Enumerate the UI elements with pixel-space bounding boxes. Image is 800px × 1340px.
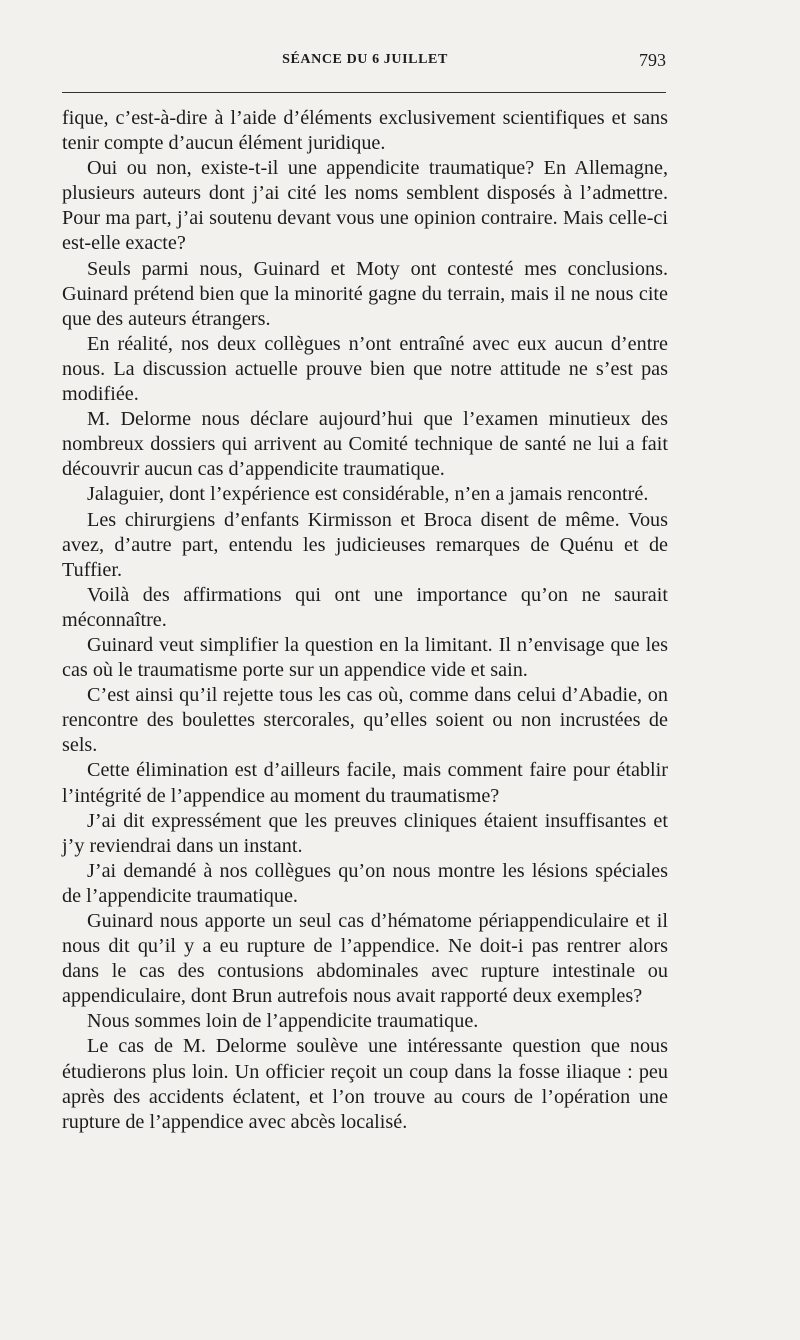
paragraph: Les chirurgiens d’enfants Kirmisson et Broca disent de même. Vous avez, d’autre part, entendu les judicieuses remarques de Quénu et de Tuffier. <box>62 508 668 581</box>
running-head <box>62 52 668 76</box>
paragraph: Nous sommes loin de l’appendicite traumatique. <box>87 1010 479 1033</box>
paragraph: J’ai dit expressément que les preuves cliniques étaient insuffisantes et j’y reviendrai dans un instant. <box>62 809 668 857</box>
header-rule <box>62 92 666 93</box>
paragraph: C’est ainsi qu’il rejette tous les cas où, comme dans celui d’Abadie, on rencontre des boulettes stercorales, qu’elles soient ou non incrustées de sels. <box>62 684 668 757</box>
paragraph: En réalité, nos deux collègues n’ont entraîné avec eux aucun d’entre nous. La discussion actuelle prouve bien que notre attitude ne s’est pas modifiée. <box>62 332 668 406</box>
paragraph: Cette élimination est d’ailleurs facile, mais comment faire pour établir l’intégrité de l’appendice au moment du traumatisme? <box>62 759 668 807</box>
paragraph: M. Delorme nous déclare aujourd’hui que l’examen minutieux des nombreux dossiers qui arrivent au Comité technique de santé ne lui a fait découvrir aucun cas d’appendicite traumatique. <box>62 408 668 481</box>
paragraph: Seuls parmi nous, Guinard et Moty ont contesté mes conclusions. Guinard prétend bien que la minorité gagne du terrain, mais il ne nous cite que des auteurs étrangers. <box>62 257 668 330</box>
paragraph: Jalaguier, dont l’expérience est considérable, n’en a jamais rencontré. <box>87 483 649 506</box>
paragraph: Voilà des affirmations qui ont une importance qu’on ne saurait méconnaître. <box>62 583 668 631</box>
page-number: 793 <box>639 50 666 70</box>
paragraph: Oui ou non, existe-t-il une appendicite traumatique? En Allemagne, plusieurs auteurs dont j’ai cité les noms semblent disposés à l’admettre. Pour ma part, j’ai soutenu devant vous une opinion contraire. Mais celle-ci est-elle exacte? <box>62 157 668 255</box>
paragraph: J’ai demandé à nos collègues qu’on nous montre les lésions spéciales de l’appendicite traumatique. <box>62 859 668 907</box>
paragraph: Le cas de M. Delorme soulève une intéressante question que nous étudierons plus loin. Un officier reçoit un coup dans la fosse iliaque : peu après des accidents éclatent, et l’on trouve au cours de l’opération une rupture de l’appendice avec abcès localisé. <box>62 1035 668 1133</box>
body-text <box>62 106 668 1135</box>
paragraph: Guinard nous apporte un seul cas d’hématome périappendiculaire et il nous dit qu’il y a eu rupture de l’appendice. Ne doit-i pas rentrer alors dans le cas des contusions abdominales avec rupture intestinale ou appendiculaire, dont Brun autrefois nous avait rapporté deux exemples? <box>62 910 668 1008</box>
paragraph: fique, c’est-à-dire à l’aide d’éléments exclusivement scientifiques et sans tenir compte d’aucun élément juridique. <box>62 107 668 155</box>
running-title: SÉANCE DU 6 JUILLET <box>282 52 448 67</box>
paragraph: Guinard veut simplifier la question en la limitant. Il n’envisage que les cas où le traumatisme porte sur un appendice vide et sain. <box>62 633 668 682</box>
